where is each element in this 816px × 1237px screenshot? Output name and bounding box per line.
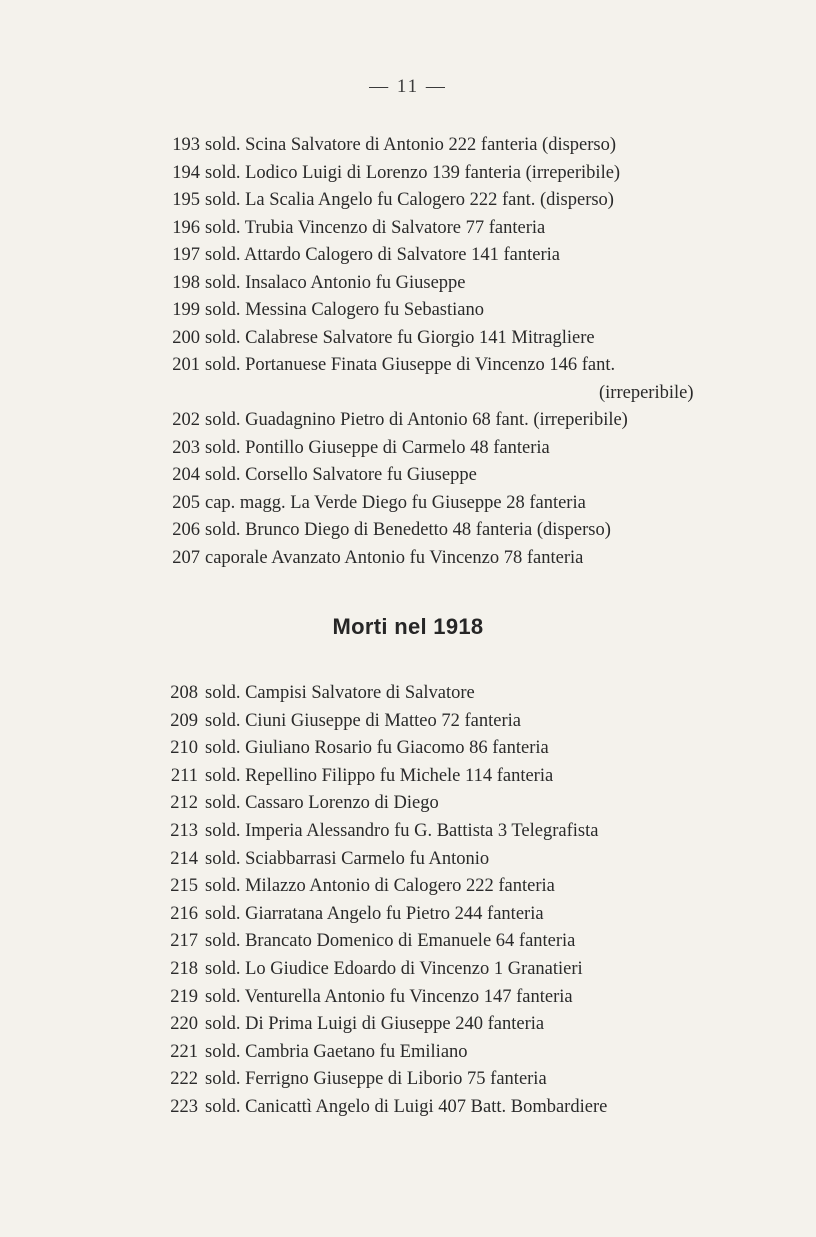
list-item xyxy=(0,846,816,874)
entry-text: sold. Repellino Filippo fu Michele 114 fanteria xyxy=(205,765,554,786)
entry-number: 196 xyxy=(172,217,200,238)
list-item xyxy=(0,1066,816,1094)
list-item xyxy=(0,763,816,791)
entry-text: sold. Venturella Antonio fu Vincenzo 147 fanteria xyxy=(205,986,573,1007)
list-item xyxy=(0,187,816,215)
entry-number: 197 xyxy=(172,245,200,265)
entry-text: sold. Cambria Gaetano fu Emiliano xyxy=(205,1041,468,1062)
entry-number: 208 xyxy=(170,683,198,703)
list-item-continuation xyxy=(0,380,816,408)
entry-text: sold. Milazzo Antonio di Calogero 222 fanteria xyxy=(205,876,555,897)
entry-text: sold. Portanuese Finata Giuseppe di Vincenzo 146 fant. xyxy=(205,355,616,375)
entry-number: 204 xyxy=(172,465,200,485)
entry-number: 216 xyxy=(170,903,198,924)
entry-number: 207 xyxy=(172,547,200,568)
entry-number: 205 xyxy=(172,492,200,513)
list-item xyxy=(0,132,816,160)
list-item xyxy=(0,956,816,984)
entry-number: 201 xyxy=(172,355,200,375)
list-item xyxy=(0,1094,816,1122)
list-item xyxy=(0,1011,816,1039)
entry-text: sold. Campisi Salvatore di Salvatore xyxy=(205,683,475,703)
list-item xyxy=(0,297,816,325)
list-item xyxy=(0,462,816,490)
entry-number: 211 xyxy=(170,765,198,786)
entry-number: 200 xyxy=(172,327,200,348)
entry-text: cap. magg. La Verde Diego fu Giuseppe 28 fanteria xyxy=(205,492,586,513)
list-item xyxy=(0,680,816,708)
list-item xyxy=(0,435,816,463)
entry-text: sold. Brancato Domenico di Emanuele 64 fanteria xyxy=(205,931,576,952)
list-item xyxy=(0,545,816,573)
entry-number: 210 xyxy=(170,738,198,759)
list-item xyxy=(0,407,816,435)
entry-number: 221 xyxy=(170,1041,198,1062)
entry-number: 198 xyxy=(172,272,200,293)
list-item xyxy=(0,708,816,736)
list-item xyxy=(0,928,816,956)
list-item xyxy=(0,818,816,846)
entry-number: 195 xyxy=(172,190,200,210)
entry-number: 223 xyxy=(170,1096,198,1117)
entry-text: sold. Giuliano Rosario fu Giacomo 86 fanteria xyxy=(205,738,549,759)
list-item xyxy=(0,517,816,545)
casualty-list-first xyxy=(0,132,816,572)
entry-text: sold. Sciabbarrasi Carmelo fu Antonio xyxy=(205,848,490,869)
entry-number: 218 xyxy=(170,958,198,979)
entry-number: 202 xyxy=(172,410,200,430)
entry-text: sold. Ciuni Giuseppe di Matteo 72 fanteria xyxy=(205,710,521,731)
entry-text: sold. Trubia Vincenzo di Salvatore 77 fanteria xyxy=(205,217,546,238)
entry-number: 203 xyxy=(172,437,200,458)
entry-text: sold. Giarratana Angelo fu Pietro 244 fanteria xyxy=(205,903,544,924)
section-heading: Morti nel 1918 xyxy=(332,614,484,639)
list-item xyxy=(0,490,816,518)
entry-text: (irreperibile) xyxy=(599,382,694,403)
entry-text: sold. Guadagnino Pietro di Antonio 68 fant. (irreperibile) xyxy=(205,410,628,430)
list-item xyxy=(0,325,816,353)
entry-number: 220 xyxy=(170,1014,198,1035)
entry-number: 219 xyxy=(170,986,198,1007)
entry-number: 214 xyxy=(170,848,198,869)
entry-text: sold. Imperia Alessandro fu G. Battista 3 Telegrafista xyxy=(205,820,599,841)
entry-text: caporale Avanzato Antonio fu Vincenzo 78 fanteria xyxy=(205,547,584,568)
list-item xyxy=(0,984,816,1012)
list-item xyxy=(0,735,816,763)
entry-text: sold. Insalaco Antonio fu Giuseppe xyxy=(205,272,466,293)
entry-number: 213 xyxy=(170,820,198,841)
entry-number: 212 xyxy=(170,793,198,814)
entry-number: 194 xyxy=(172,162,200,183)
list-item xyxy=(0,160,816,188)
entry-number: 215 xyxy=(170,876,198,897)
list-item xyxy=(0,352,816,380)
list-item xyxy=(0,901,816,929)
list-item xyxy=(0,1039,816,1067)
entry-text: sold. Brunco Diego di Benedetto 48 fanteria (disperso) xyxy=(205,520,611,540)
list-item xyxy=(0,270,816,298)
entry-text: sold. Canicattì Angelo di Luigi 407 Batt. Bombardiere xyxy=(205,1096,608,1117)
entry-text: sold. Pontillo Giuseppe di Carmelo 48 fanteria xyxy=(205,437,550,458)
page-number: — 11 — xyxy=(369,76,447,97)
entry-number: 206 xyxy=(172,520,200,540)
entry-number: 209 xyxy=(170,710,198,731)
list-item xyxy=(0,790,816,818)
list-item xyxy=(0,873,816,901)
entry-number: 222 xyxy=(170,1069,198,1090)
entry-text: sold. Messina Calogero fu Sebastiano xyxy=(205,300,484,320)
entry-number: 217 xyxy=(170,931,198,952)
entry-text: sold. Di Prima Luigi di Giuseppe 240 fanteria xyxy=(205,1014,545,1035)
entry-text: sold. Lo Giudice Edoardo di Vincenzo 1 Granatieri xyxy=(205,958,583,979)
entry-number: 199 xyxy=(172,300,200,320)
entry-text: sold. Attardo Calogero di Salvatore 141 fanteria xyxy=(205,245,561,265)
entry-text: sold. Calabrese Salvatore fu Giorgio 141 Mitragliere xyxy=(205,327,595,348)
list-item xyxy=(0,215,816,243)
entry-text: sold. Scina Salvatore di Antonio 222 fanteria (disperso) xyxy=(205,135,617,155)
list-item xyxy=(0,242,816,270)
entry-number: 193 xyxy=(172,135,200,155)
entry-text: sold. Ferrigno Giuseppe di Liborio 75 fanteria xyxy=(205,1069,547,1090)
casualty-list-1918 xyxy=(0,680,816,1122)
entry-text: sold. Cassaro Lorenzo di Diego xyxy=(205,793,439,814)
entry-text: sold. La Scalia Angelo fu Calogero 222 fant. (disperso) xyxy=(205,190,614,210)
entry-text: sold. Lodico Luigi di Lorenzo 139 fanteria (irreperibile) xyxy=(205,162,621,183)
entry-text: sold. Corsello Salvatore fu Giuseppe xyxy=(205,465,477,485)
